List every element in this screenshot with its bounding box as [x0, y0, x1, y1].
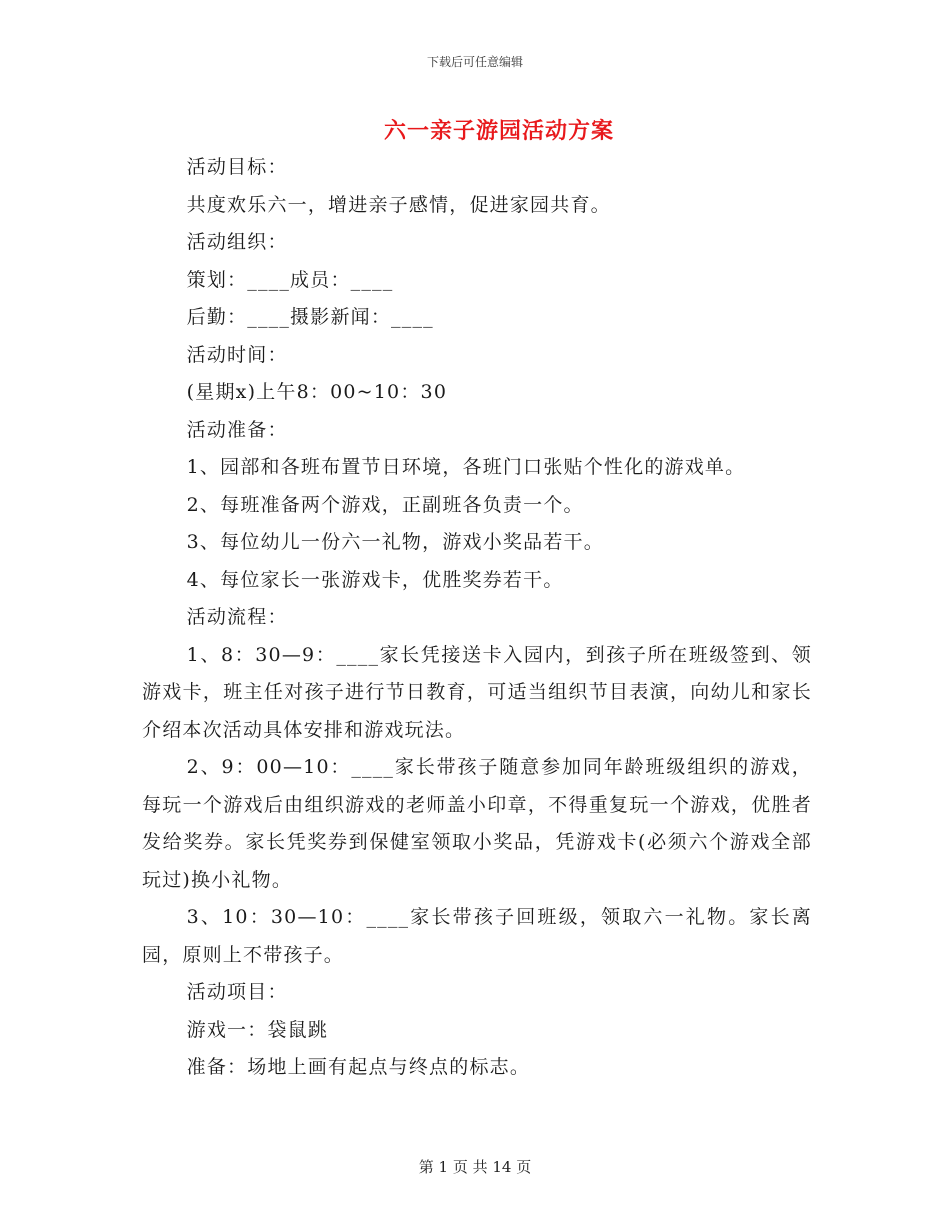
game-one-title: 游戏一：袋鼠跳 — [186, 1018, 329, 1041]
time-text: (星期x)上午8：00~10：30 — [186, 381, 448, 403]
preparation-item-4: 4、每位家长一张游戏卡，优胜奖券若干。 — [186, 568, 564, 591]
document-title: 六一亲子游园活动方案 — [383, 118, 614, 144]
section-heading-time: 活动时间： — [186, 343, 288, 366]
preparation-item-3: 3、每位幼儿一份六一礼物，游戏小奖品若干。 — [186, 531, 604, 553]
preparation-item-1: 1、园部和各班布置节日环境，各班门口张贴个性化的游戏单。 — [186, 456, 746, 478]
header-note: 下载后可任意编辑 — [426, 55, 523, 69]
section-heading-process: 活动流程： — [186, 606, 288, 628]
page-number: 第 1 页 共 14 页 — [418, 1158, 532, 1176]
section-heading-organization: 活动组织： — [186, 231, 288, 253]
organization-logistics: 后勤：____摄影新闻：____ — [186, 306, 434, 328]
section-heading-preparation: 活动准备： — [186, 418, 288, 441]
process-step-2: 2、9：00—10：____家长带孩子随意参加同年龄班级组织的游戏，每玩一个游戏后由组织游戏的老师盖小印章，不得重复玩一个游戏，优胜者发给奖券。家长凭奖券到保健室领取小奖品，凭游戏卡(必须六个游戏全部玩过)换小礼物。 — [142, 756, 812, 891]
section-heading-projects: 活动项目： — [186, 981, 288, 1003]
process-step-1: 1、8：30—9：____家长凭接送卡入园内，到孩子所在班级签到、领游戏卡，班主任对孩子进行节日教育，可适当组织节目表演，向幼儿和家长介绍本次活动具体安排和游戏玩法。 — [142, 643, 812, 741]
organization-planning: 策划：____成员：____ — [186, 268, 394, 291]
document-body — [142, 149, 812, 1087]
game-one-preparation: 准备：场地上画有起点与终点的标志。 — [186, 1056, 531, 1078]
preparation-item-2: 2、每班准备两个游戏，正副班各负责一个。 — [186, 493, 584, 516]
goal-text: 共度欢乐六一，增进亲子感情，促进家园共育。 — [186, 193, 611, 216]
section-heading-goal: 活动目标： — [186, 156, 288, 178]
process-step-3: 3、10：30—10：____家长带孩子回班级，领取六一礼物。家长离园，原则上不带孩子。 — [142, 906, 812, 966]
